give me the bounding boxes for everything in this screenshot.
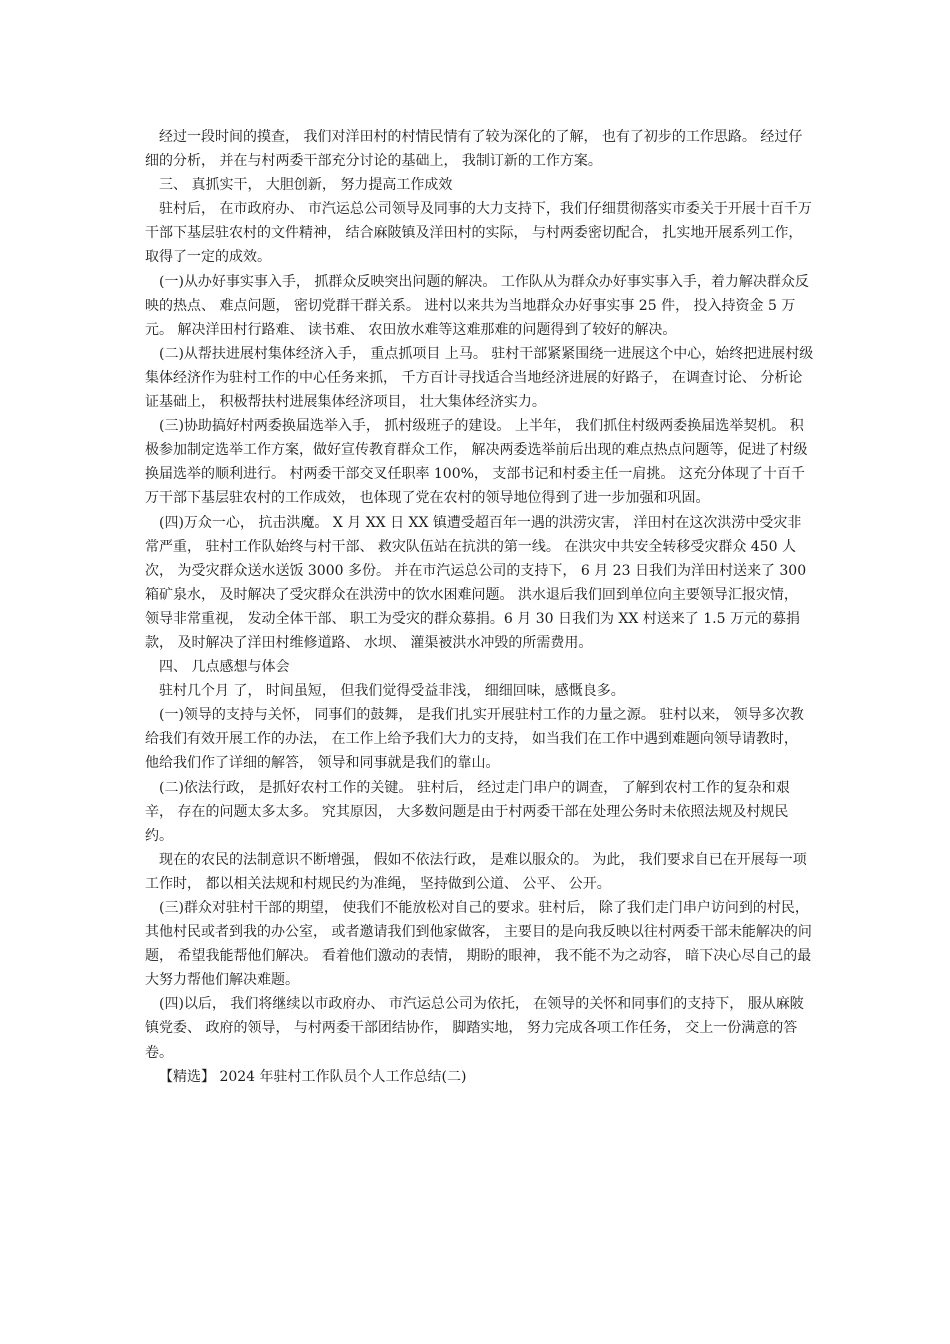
paragraph-intro: 经过一段时间的摸查， 我们对洋田村的村情民情有了较为深化的了解， 也有了初步的工作思路。 经过仔细的分析， 并在与村两委干部充分讨论的基础上， 我制订新的工作方案。 [145,129,803,170]
paragraph-section4-intro: 驻村几个月 了， 时间虽短， 但我们觉得受益非浅， 细细回味，感慨良多。 [159,683,625,700]
paragraph-insight-2: (二)依法行政， 是抓好农村工作的关键。 驻村后， 经过走门串户的调查， 了解到农村工作的复杂和艰辛， 存在的问题太多太多。 究其原因， 大多数问题是由于村两委干部在处理公务时未依照法规及村规民约。 [145,779,790,844]
paragraph-insight-2-cont: 现在的农民的法制意识不断增强， 假如不依法行政， 是难以服众的。 为此， 我们要求自已在开展每一项工作时， 都以相关法规和村规民约为准绳， 坚持做到公道、 公平、 公开。 [145,851,807,892]
section-heading-4: 四、 几点感想与体会 [159,659,290,676]
paragraph-item-2: (二)从帮扶进展村集体经济入手， 重点抓项目 上马。 驻村干部紧紧围绕一进展这个中心，始终把进展村级集体经济作为驻村工作的中心任务来抓， 千方百计寻找适合当地经济进展的好路子， 在调查讨论、 分析论证基础上， 积极帮扶村进展集体经济项目， 壮大集体经济实力。 [145,345,814,411]
document-body [145,125,815,1089]
paragraph-insight-4: (四)以后， 我们将继续以市政府办、 市汽运总公司为依托， 在领导的关怀和同事们的支持下， 服从麻陂镇党委、 政府的领导， 与村两委干部团结协作， 脚踏实地， 努力完成各项工作任务， 交上一份满意的答卷。 [145,996,804,1061]
paragraph-item-1: (一)从办好事实事入手， 抓群众反映突出问题的解决。 工作队从为群众办好事实事入手，着力解决群众反映的热点、 难点问题， 密切党群干群关系。 进村以来共为当地群众办好事实事 25 件， 投入持资金 5 万元。 解决洋田村行路难、 读书难、 农田放水难等这难那难的问题得到了较好的解决。 [145,273,809,338]
paragraph-section3-intro: 驻村后， 在市政府办、 市汽运总公司领导及同事的大力支持下，我们仔细贯彻落实市委关于开展十百千万干部下基层驻农村的文件精神， 结合麻陂镇及洋田村的实际， 与村两委密切配合， 扎实地开展系列工作， 取得了一定的成效。 [145,201,812,266]
paragraph-insight-1: (一)领导的支持与关怀， 同事们的鼓舞， 是我们扎实开展驻村工作的力量之源。 驻村以来， 领导多次教给我们有效开展工作的办法， 在工作上给予我们大力的支持， 如当我们在工作中遇到难题向领导请教时， 他给我们作了详细的解答， 领导和同事就是我们的靠山。 [145,707,804,772]
document-subtitle: 【精选】 2024 年驻村工作队员个人工作总结(二) [159,1068,467,1085]
paragraph-insight-3: (三)群众对驻村干部的期望， 使我们不能放松对自己的要求。驻村后， 除了我们走门串户访问到的村民， 其他村民或者到我的办公室， 或者邀请我们到他家做客， 主要目的是向我反映以往村两委干部未能解决的问题， 希望我能帮他们解决。 看着他们激动的表情， 期盼的眼神， 我不能不为之动容， 暗下决心尽自己的最大努力帮他们解决难题。 [145,900,812,989]
paragraph-item-4: (四)万众一心， 抗击洪魔。 X 月 XX 日 XX 镇遭受超百年一遇的洪涝灾害， 洋田村在这次洪涝中受灾非常严重， 驻村工作队始终与村干部、 救灾队伍站在抗洪的第一线。 在洪灾中共安全转移受灾群众 450 人次， 为受灾群众送水送饭 3000 多份。 并在市汽运总公司的支持下， 6 月 23 日我们为洋田村送来了 300 箱矿泉水， 及时解决了受灾群众在洪涝中的饮水困难问题。 洪水退后我们回到单位向主要领导汇报灾情， 领导非常重视， 发动全体干部、 职工为受灾的群众募捐。6 月 30 日我们为 XX 村送来了 1.5 万元的募捐款， 及时解决了洋田村维修道路、 水坝、 灌渠被洪水冲毁的所需费用。 [145,514,807,651]
section-heading-3: 三、 真抓实干， 大胆创新， 努力提高工作成效 [159,177,453,194]
paragraph-item-3: (三)协助搞好村两委换届选举入手， 抓村级班子的建设。 上半年， 我们抓住村级两委换届选举契机。 积极参加制定选举工作方案，做好宣传教育群众工作， 解决两委选举前后出现的难点热点问题等，促进了村级换届选举的顺利进行。 村两委干部交叉任职率 100%， 支部书记和村委主任一肩挑。 这充分体现了十百千万干部下基层驻农村的工作成效， 也体现了党在农村的领导地位得到了进一步加强和巩固。 [145,418,808,507]
